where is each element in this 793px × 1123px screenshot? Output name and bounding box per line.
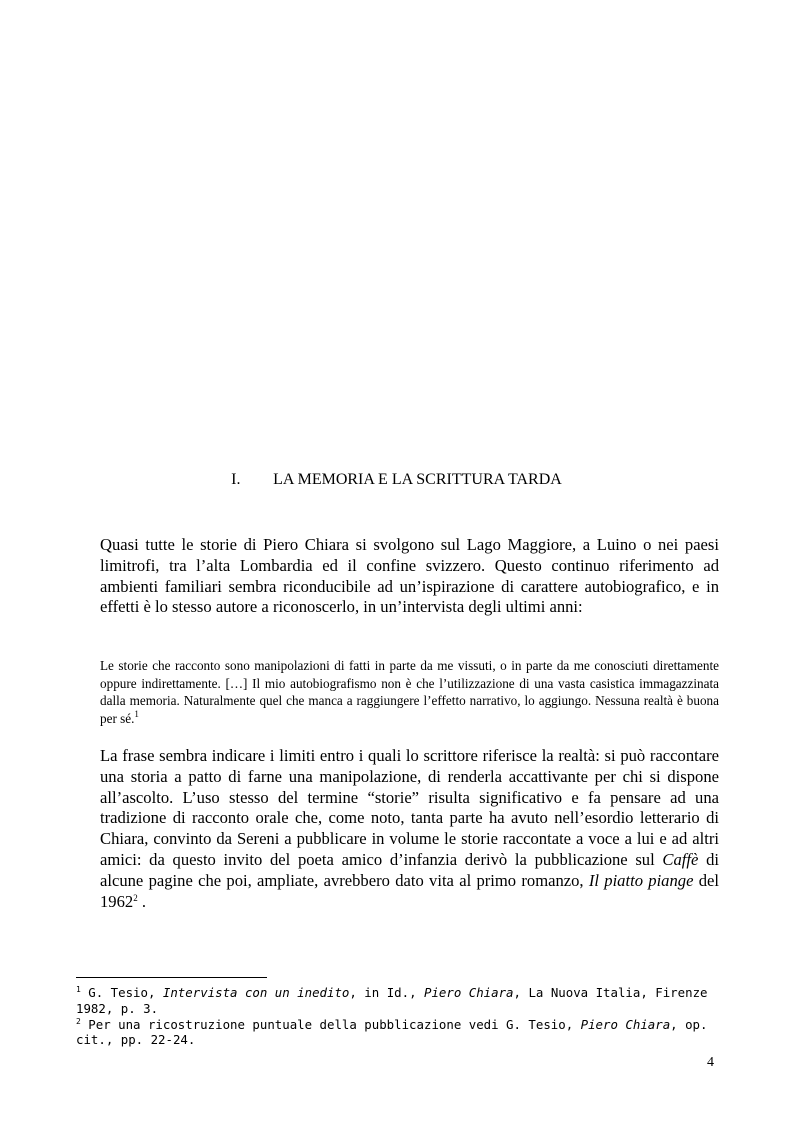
- footnote-2: [76, 1017, 719, 1049]
- footnote-italic: Intervista con un inedito: [162, 985, 350, 1000]
- footnote-ref-1[interactable]: 1: [134, 708, 139, 719]
- footnote-italic: Piero Chiara: [424, 985, 514, 1000]
- footnote-text: , op. cit., pp. 22-24.: [76, 1016, 708, 1048]
- footnote-text: G. Tesio,: [80, 985, 163, 1000]
- footnote-marker: 1: [76, 985, 81, 994]
- paragraph-2-text-a: La frase sembra indicare i limiti entro i quali lo scrittore riferisce la realtà: si può raccontare una storia a patto di farne una manipolazione, di renderla accattivante per chi si dispone all’ascolto. L’uso stesso del termine “storie” risulta significativo e fa pensare ad una tradizione di racconto orale che, come noto, tanta parte ha avuto nell’esordio letterario di Chiara, convinto da Sereni a pubblicare in volume le storie raccontate a voce a lui e ad altri amici: da questo invito del poeta amico d’infanzia derivò la pubblicazione sul: [100, 746, 719, 869]
- chapter-number: I.: [231, 471, 241, 488]
- paragraph-2-end: .: [137, 891, 146, 911]
- paragraph-2-text-b: di alcune pagine che poi, ampliate, avrebbero dato vita al primo romanzo,: [100, 849, 719, 890]
- chapter-title: [0, 471, 793, 489]
- footnote-ref-2[interactable]: 2: [133, 892, 138, 903]
- footnotes: [76, 985, 719, 1048]
- footnote-divider: [76, 977, 267, 978]
- footnote-text: Per una ricostruzione puntuale della pubblicazione vedi G. Tesio,: [80, 1016, 581, 1032]
- chapter-heading-text: LA MEMORIA E LA SCRITTURA TARDA: [273, 471, 562, 488]
- novel-title: Il piatto piange: [588, 870, 694, 890]
- footnote-italic: Piero Chiara: [580, 1016, 671, 1032]
- footnote-text: , in Id.,: [349, 985, 424, 1000]
- footnote-marker: 2: [76, 1016, 81, 1026]
- page-number: 4: [707, 1055, 714, 1070]
- body-paragraph-2: [100, 746, 719, 912]
- block-quote-text: Le storie che racconto sono manipolazioni di fatti in parte da me vissuti, o in parte da me conosciuti direttamente oppure indirettamente. […] Il mio autobiografismo non è che l’utilizzazione di una vasta casistica immagazzinata dalla memoria. Naturalmente quel che manca a raggiungere l’effetto narrativo, lo aggiungo. Nessuna realtà è buona per sé.: [100, 658, 719, 726]
- body-paragraph-1: Quasi tutte le storie di Piero Chiara si svolgono sul Lago Maggiore, a Luino o nei paesi limitrofi, tra l’alta Lombardia ed il confine svizzero. Questo continuo riferimento ad ambienti familiari sembra riconducibile ad un’ispirazione di carattere autobiografico, e in effetti è lo stesso autore a riconoscerlo, in un’intervista degli ultimi anni:: [100, 535, 719, 617]
- footnote-text: , La Nuova Italia, Firenze 1982, p. 3.: [76, 985, 708, 1016]
- paragraph-2-text-c: del 1962: [100, 870, 719, 911]
- journal-title-caffe: Caffè: [662, 849, 699, 869]
- footnote-1: [76, 985, 719, 1017]
- block-quote: [100, 657, 719, 727]
